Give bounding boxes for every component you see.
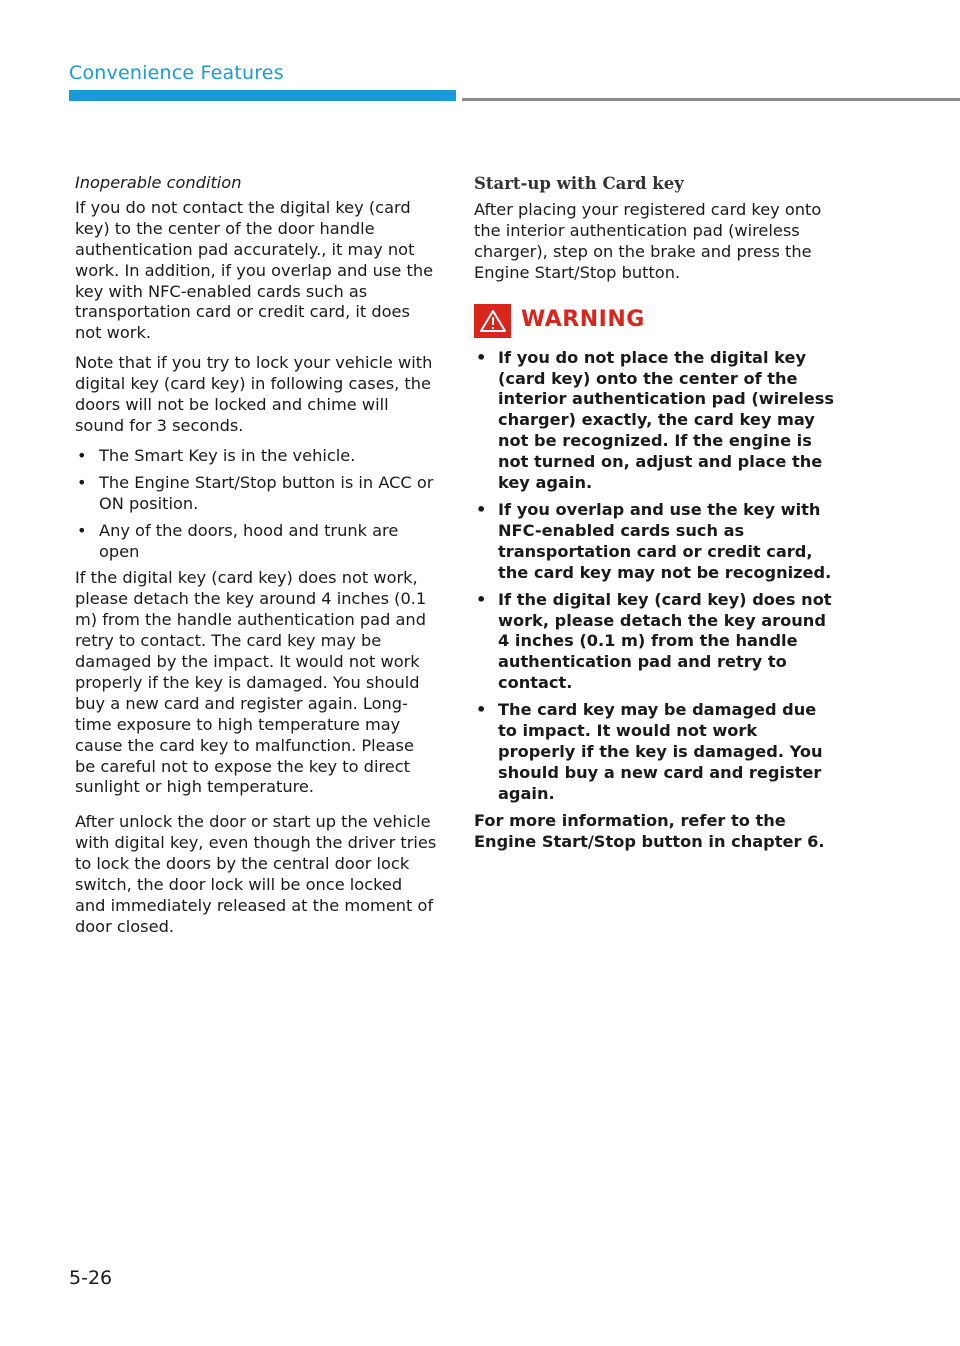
bullet-icon: • [476, 347, 487, 367]
paragraph: If the digital key (card key) does not work, please detach the key around 4 inches (0.1 m) from the handle authentication pad and retry to contact. The card key may be damaged by the impact. It would not work properly if the key is damaged. You should buy a new card and register again. Long-time exposure to high temperature may cause the card key to malfunction. Please be careful not to expose the key to direct sunlight or high temperature. [75, 568, 427, 797]
list-item-text: If the digital key (card key) does not work, please detach the key around 4 inches (0.1 m) from the handle authentication pad and retry to contact. [498, 589, 832, 693]
list-item [75, 473, 437, 515]
list-item [474, 348, 836, 494]
warning-bullet-list [474, 348, 836, 805]
list-item-text: The Engine Start/Stop button is in ACC or ON position. [99, 472, 434, 513]
paragraph: After unlock the door or start up the vehicle with digital key, even though the driver tries to lock the doors by the central door lock switch, the door lock will be once locked and immediately released at the moment of door closed. [75, 812, 437, 936]
page-number: 5-26 [69, 1267, 113, 1289]
right-column [474, 173, 836, 861]
header-rule-accent [69, 90, 456, 101]
subheading-inoperable: Inoperable condition [75, 173, 242, 192]
bullet-list [75, 446, 437, 563]
paragraph: If you do not contact the digital key (card key) to the center of the door handle authentication pad accurately., it may not work. In addition, if you overlap and use the key with NFC-enabled cards such as transportation card or credit card, it does not work. [75, 197, 434, 343]
warning-triangle-icon [474, 304, 511, 338]
warning-body [474, 348, 836, 853]
bullet-icon: • [77, 445, 87, 465]
list-item-text: Any of the doors, hood and trunk are open [99, 520, 399, 561]
paragraph: After placing your registered card key onto the interior authentication pad (wireless charger), step on the brake and press the Engine Start/Stop button. [474, 200, 822, 282]
bullet-icon: • [476, 700, 487, 720]
list-item [474, 700, 836, 805]
list-item [474, 500, 836, 584]
list-item-text: The Smart Key is in the vehicle. [99, 445, 356, 465]
list-item [75, 521, 437, 563]
bullet-icon: • [77, 520, 87, 540]
list-item [474, 590, 836, 695]
warning-header [474, 304, 836, 338]
bullet-icon: • [77, 472, 87, 492]
list-item-text: The card key may be damaged due to impact. It would not work properly if the key is damaged. You should buy a new card and register again. [498, 700, 823, 803]
warning-title: WARNING [521, 307, 645, 333]
header-rule-gray [462, 98, 960, 101]
warning-footer-note: For more information, refer to the Engine Start/Stop button in chapter 6. [474, 810, 825, 851]
section-title: Convenience Features [69, 62, 284, 84]
paragraph: Note that if you try to lock your vehicle with digital key (card key) in following cases, the doors will not be locked and chime will sound for 3 seconds. [75, 353, 433, 435]
list-item-text: If you overlap and use the key with NFC-enabled cards such as transportation card or credit card, the card key may not be recognized. [498, 499, 832, 582]
list-item-text: If you do not place the digital key (card key) onto the center of the interior authentication pad (wireless charger) exactly, the card key may not be recognized. If the engine is not turned on, adjust and place the key again. [498, 347, 835, 493]
bullet-icon: • [476, 499, 487, 519]
list-item [75, 446, 437, 467]
section-heading-card-key: Start-up with Card key [474, 174, 684, 193]
bullet-icon: • [476, 589, 487, 609]
left-column [75, 173, 437, 947]
